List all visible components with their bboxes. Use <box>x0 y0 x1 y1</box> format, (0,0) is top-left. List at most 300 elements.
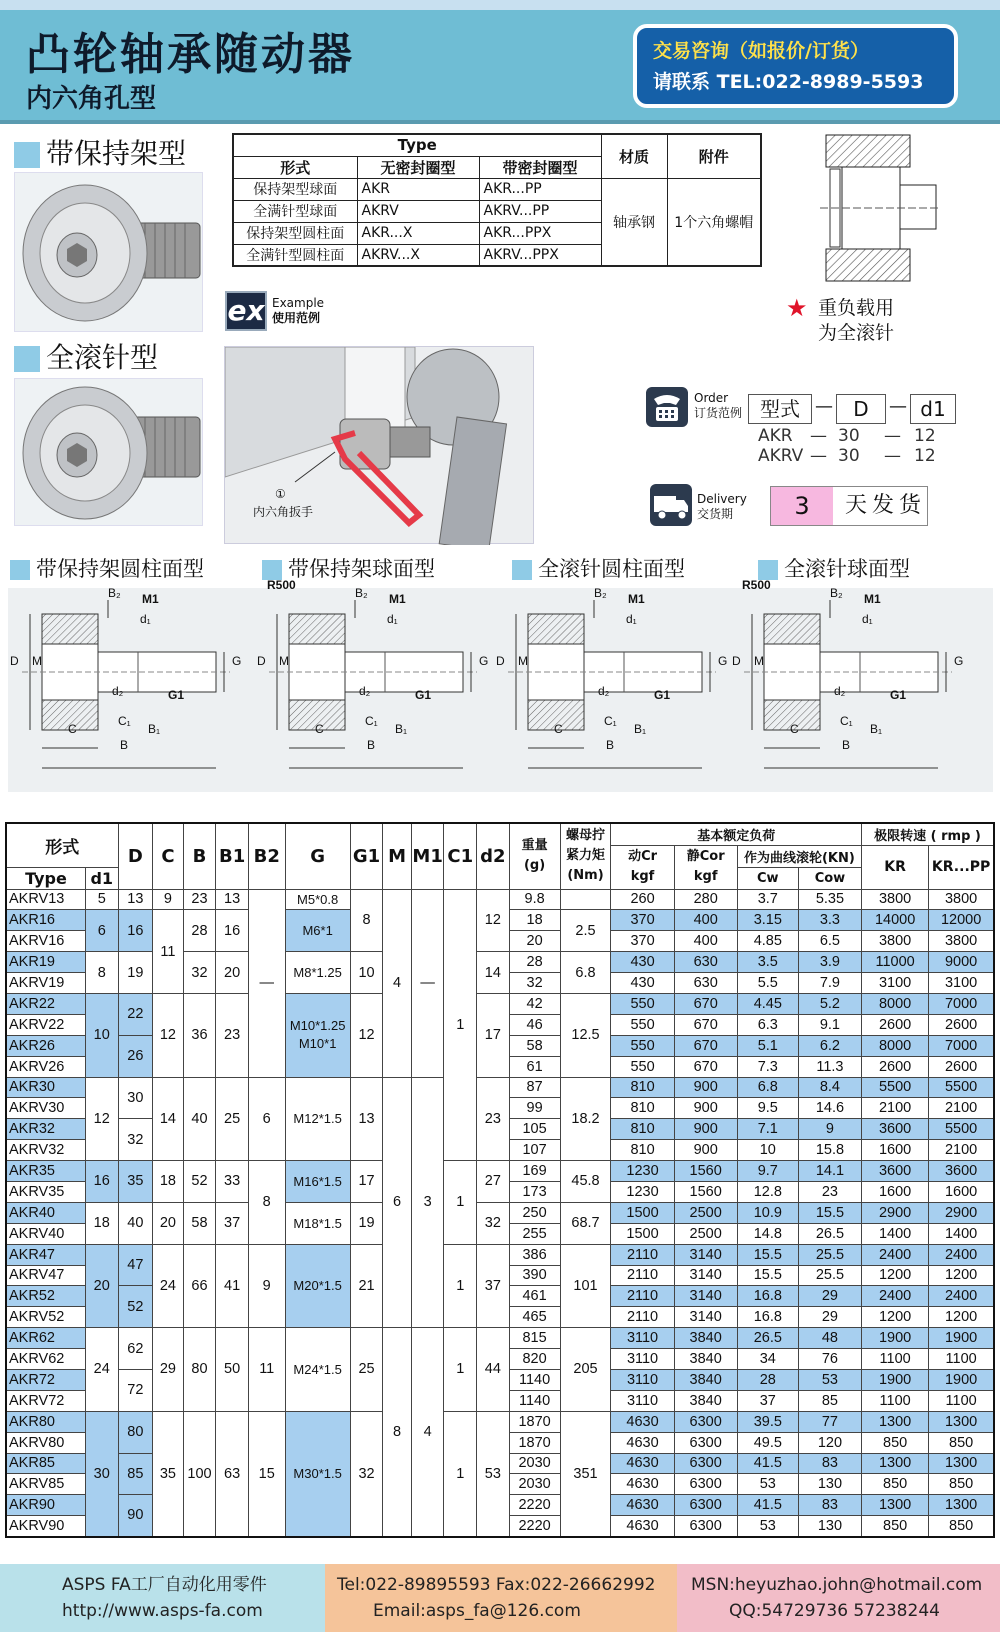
cell-5: 25 <box>216 1077 249 1161</box>
cell-19: 3600 <box>862 1161 929 1182</box>
col-G1: G1 <box>350 823 383 889</box>
page-title: 凸轮轴承随动器 <box>26 29 355 80</box>
page-subtitle: 内六角孔型 <box>26 84 157 114</box>
cell-13: 465 <box>509 1307 560 1328</box>
cell-15: 3110 <box>611 1349 674 1370</box>
cell-20: 1100 <box>929 1349 994 1370</box>
star-icon: ★ <box>786 294 808 322</box>
cell-12: 12 <box>477 889 510 952</box>
cell-19: 850 <box>862 1432 929 1453</box>
dim-M1: M1 <box>389 592 406 606</box>
cell-15: 1500 <box>611 1223 674 1244</box>
cell-17: 5.5 <box>737 973 798 994</box>
delivery-box <box>770 486 928 526</box>
cell-17: 28 <box>737 1369 798 1390</box>
example-icon: ex <box>225 291 267 331</box>
cell-18: 77 <box>798 1411 861 1432</box>
cell-12: 53 <box>477 1411 510 1536</box>
cell-17: 26.5 <box>737 1328 798 1349</box>
cell-type: AKR35 <box>6 1161 85 1182</box>
cell-16: 670 <box>674 993 737 1014</box>
cell-7: M8*1.25 <box>285 952 350 994</box>
dimension-drawing-2 <box>255 588 500 792</box>
cell-20: 1600 <box>929 1181 994 1202</box>
contact-line1: 交易咨询（如报价/订货） <box>653 40 869 62</box>
cell-7: M20*1.5 <box>285 1244 350 1328</box>
drawing-title-4: 全滚针球面型 <box>758 553 910 583</box>
contact-line2: 请联系 TEL:022-8989-5593 <box>653 71 924 93</box>
cell-16: 630 <box>674 973 737 994</box>
cell-12: 23 <box>477 1077 510 1161</box>
cell-type: AKRV26 <box>6 1056 85 1077</box>
cell-17: 9.5 <box>737 1098 798 1119</box>
cell-10: 4 <box>411 1328 444 1537</box>
cell-d1: 24 <box>85 1328 118 1412</box>
cell-20: 2900 <box>929 1202 994 1223</box>
table-row: 全满针型球面 AKRV AKRV...PP <box>233 200 761 222</box>
cell-17: 6.8 <box>737 1077 798 1098</box>
cell-20: 7000 <box>929 993 994 1014</box>
dim-B1: B₁ <box>395 722 408 736</box>
wrench-callout: ① <box>275 487 286 501</box>
cell-18: 48 <box>798 1328 861 1349</box>
cell-19: 1100 <box>862 1349 929 1370</box>
cell-16: 900 <box>674 1140 737 1161</box>
cell-8: 21 <box>350 1244 383 1328</box>
cell-11: 1 <box>444 1161 477 1245</box>
table-row <box>6 1077 994 1098</box>
cell-15: 370 <box>611 931 674 952</box>
cell-3: 18 <box>153 1161 184 1203</box>
col-type: Type <box>6 867 85 889</box>
cell-16: 6300 <box>674 1432 737 1453</box>
cell-16: 3140 <box>674 1286 737 1307</box>
cell-D: 47 <box>118 1244 153 1286</box>
cell-type: AKRV22 <box>6 1014 85 1035</box>
cage-bearing-photo <box>14 172 203 332</box>
col-B: B <box>183 823 216 889</box>
cell-type: AKR26 <box>6 1035 85 1056</box>
cell-19: 3600 <box>862 1119 929 1140</box>
section-full-title: 全滚针型 <box>14 336 158 376</box>
cell-16: 670 <box>674 1056 737 1077</box>
cell-19: 2400 <box>862 1286 929 1307</box>
cell-16: 6300 <box>674 1453 737 1474</box>
order-dash: — <box>889 396 907 417</box>
cell-15: 810 <box>611 1077 674 1098</box>
cell-13: 255 <box>509 1223 560 1244</box>
cell-19: 1100 <box>862 1390 929 1411</box>
cell-20: 2100 <box>929 1098 994 1119</box>
section-cage-title: 带保持架型 <box>14 132 186 172</box>
col-weight: 重量 (g) <box>509 823 560 889</box>
cell-16: 3840 <box>674 1328 737 1349</box>
cell-14: 6.8 <box>560 952 611 994</box>
order-label: Order 订货范例 <box>694 391 743 420</box>
cell-19: 1300 <box>862 1453 929 1474</box>
cell-18: 9 <box>798 1119 861 1140</box>
cell-18: 29 <box>798 1307 861 1328</box>
phone-icon <box>646 387 688 427</box>
table-row <box>6 1161 994 1182</box>
cell-14: 101 <box>560 1244 611 1328</box>
dim-C: C <box>790 722 799 736</box>
cell-13: 820 <box>509 1349 560 1370</box>
cell-d1: 8 <box>85 952 118 994</box>
col-cr: 动Cr kgf <box>611 845 674 889</box>
footer-email[interactable]: Email:asps_fa@126.com <box>373 1601 581 1621</box>
cell-type: AKR16 <box>6 910 85 931</box>
example-label: Example 使用范例 <box>272 296 325 325</box>
cell-14: 2.5 <box>560 910 611 952</box>
cell-D: 72 <box>118 1369 153 1411</box>
cell-13: 815 <box>509 1328 560 1349</box>
cell-5: 50 <box>216 1328 249 1412</box>
cell-12: 44 <box>477 1328 510 1412</box>
cell-D: 13 <box>118 889 153 910</box>
cell-type: AKR62 <box>6 1328 85 1349</box>
cell-13: 107 <box>509 1140 560 1161</box>
sealed-header: 带密封圈型 <box>479 156 601 178</box>
cell-16: 900 <box>674 1098 737 1119</box>
cell-type: AKRV52 <box>6 1307 85 1328</box>
cell-15: 4630 <box>611 1411 674 1432</box>
cell-18: 85 <box>798 1390 861 1411</box>
cell-15: 2110 <box>611 1307 674 1328</box>
cell-17: 41.5 <box>737 1453 798 1474</box>
cell-14: 68.7 <box>560 1202 611 1244</box>
cell-15: 1500 <box>611 1202 674 1223</box>
cell-13: 58 <box>509 1035 560 1056</box>
cell-19: 11000 <box>862 952 929 973</box>
cell-17: 4.45 <box>737 993 798 1014</box>
dim-C: C <box>554 722 563 736</box>
cell-8: 32 <box>350 1411 383 1536</box>
cell-18: 130 <box>798 1516 861 1537</box>
table-row <box>6 993 994 1014</box>
cell-17: 49.5 <box>737 1432 798 1453</box>
col-krpp: KR...PP <box>929 845 994 889</box>
col-M: M <box>383 823 412 889</box>
cell-11: 1 <box>444 889 477 1161</box>
cell-16: 6300 <box>674 1516 737 1537</box>
cell-5: 41 <box>216 1244 249 1328</box>
cell-10: — <box>411 889 444 1077</box>
dim-M1: M1 <box>864 592 881 606</box>
dim-B1: B₁ <box>870 722 883 736</box>
cell-20: 1100 <box>929 1390 994 1411</box>
cell-type: AKRV16 <box>6 931 85 952</box>
cell-D: 32 <box>118 1119 153 1161</box>
dim-B: B <box>120 738 129 752</box>
cell-13: 1140 <box>509 1390 560 1411</box>
cell-18: 5.2 <box>798 993 861 1014</box>
dim-R: R500 <box>267 578 296 592</box>
cell-17: 16.8 <box>737 1307 798 1328</box>
cell-4: 36 <box>183 993 216 1077</box>
cell-20: 1200 <box>929 1307 994 1328</box>
cell-17: 10 <box>737 1140 798 1161</box>
cell-18: 8.4 <box>798 1077 861 1098</box>
cell-13: 105 <box>509 1119 560 1140</box>
cell-12: 32 <box>477 1202 510 1244</box>
cell-14: 18.2 <box>560 1077 611 1161</box>
cell-15: 4630 <box>611 1495 674 1516</box>
dimension-drawing-3 <box>494 588 739 792</box>
dim-B2: B₂ <box>108 586 121 600</box>
cell-13: 61 <box>509 1056 560 1077</box>
cell-14: 351 <box>560 1411 611 1536</box>
delivery-days: 3 <box>771 487 833 525</box>
cell-20: 3800 <box>929 931 994 952</box>
cell-3: 24 <box>153 1244 184 1328</box>
dim-G1: G1 <box>168 688 185 702</box>
cell-16: 900 <box>674 1077 737 1098</box>
col-C1: C1 <box>444 823 477 889</box>
cell-18: 7.9 <box>798 973 861 994</box>
cell-type: AKRV47 <box>6 1265 85 1286</box>
cell-17: 53 <box>737 1474 798 1495</box>
cell-17: 39.5 <box>737 1411 798 1432</box>
cell-18: 120 <box>798 1432 861 1453</box>
cell-18: 15.8 <box>798 1140 861 1161</box>
cell-20: 3100 <box>929 973 994 994</box>
dim-d2: d₂ <box>598 684 610 698</box>
dim-B: B <box>606 738 615 752</box>
cell-16: 1560 <box>674 1181 737 1202</box>
cell-D: 85 <box>118 1453 153 1495</box>
cell-D: 26 <box>118 1035 153 1077</box>
dim-C: C <box>315 722 324 736</box>
cell-17: 5.1 <box>737 1035 798 1056</box>
cell-16: 3140 <box>674 1244 737 1265</box>
cell-d1: 30 <box>85 1411 118 1536</box>
cell-17: 15.5 <box>737 1244 798 1265</box>
cell-13: 87 <box>509 1077 560 1098</box>
cell-19: 8000 <box>862 1035 929 1056</box>
cell-11: 1 <box>444 1328 477 1412</box>
cell-17: 53 <box>737 1516 798 1537</box>
cell-15: 810 <box>611 1119 674 1140</box>
cell-20: 2600 <box>929 1056 994 1077</box>
cell-4: 52 <box>183 1161 216 1203</box>
cell-type: AKR90 <box>6 1495 85 1516</box>
cell-17: 6.3 <box>737 1014 798 1035</box>
cell-15: 4630 <box>611 1453 674 1474</box>
cell-type: AKRV90 <box>6 1516 85 1537</box>
cell-D: 40 <box>118 1202 153 1244</box>
cell-13: 173 <box>509 1181 560 1202</box>
cell-13: 9.8 <box>509 889 560 910</box>
cell-19: 850 <box>862 1474 929 1495</box>
cell-17: 3.7 <box>737 889 798 910</box>
cell-D: 52 <box>118 1286 153 1328</box>
col-d2: d2 <box>477 823 510 889</box>
cell-20: 1300 <box>929 1453 994 1474</box>
cell-18: 76 <box>798 1349 861 1370</box>
dimension-drawing-4 <box>730 588 975 792</box>
cell-16: 400 <box>674 910 737 931</box>
accessory-value: 1个六角螺帽 <box>667 178 761 266</box>
dim-B2: B₂ <box>355 586 368 600</box>
dim-d1: d₁ <box>626 612 637 626</box>
cell-3: 29 <box>153 1328 184 1412</box>
cell-16: 670 <box>674 1014 737 1035</box>
cell-D: 90 <box>118 1495 153 1537</box>
cell-17: 15.5 <box>737 1265 798 1286</box>
dim-B: B <box>842 738 851 752</box>
cell-15: 550 <box>611 1035 674 1056</box>
footer-qq: QQ:54729736 57238244 <box>729 1601 940 1621</box>
cell-20: 850 <box>929 1516 994 1537</box>
cell-13: 1140 <box>509 1369 560 1390</box>
drawing-title-3: 全滚针圆柱面型 <box>512 553 685 583</box>
cell-4: 80 <box>183 1328 216 1412</box>
cell-19: 1900 <box>862 1369 929 1390</box>
cell-20: 1300 <box>929 1495 994 1516</box>
cell-20: 3600 <box>929 1161 994 1182</box>
dim-M: M <box>754 654 764 668</box>
cell-15: 810 <box>611 1140 674 1161</box>
cell-18: 6.2 <box>798 1035 861 1056</box>
cell-19: 1900 <box>862 1328 929 1349</box>
full-bearing-photo <box>14 378 203 526</box>
cell-13: 20 <box>509 931 560 952</box>
type-table <box>232 133 762 267</box>
dim-d2: d₂ <box>359 684 371 698</box>
cell-19: 2400 <box>862 1244 929 1265</box>
cell-4: 28 <box>183 910 216 952</box>
col-B2: B2 <box>248 823 285 889</box>
col-cw: Cw <box>737 867 798 889</box>
cell-d1: 6 <box>85 910 118 952</box>
cell-18: 25.5 <box>798 1244 861 1265</box>
cell-13: 386 <box>509 1244 560 1265</box>
col-load: 基本额定负荷 <box>611 823 862 845</box>
cell-type: AKRV40 <box>6 1223 85 1244</box>
dimension-drawing-1 <box>8 588 253 792</box>
cell-type: AKRV80 <box>6 1432 85 1453</box>
cell-D: 62 <box>118 1328 153 1370</box>
page-footer <box>0 1564 1000 1632</box>
cell-8: 12 <box>350 993 383 1077</box>
cell-20: 2100 <box>929 1140 994 1161</box>
cell-5: 23 <box>216 993 249 1077</box>
top-strip <box>0 0 1000 10</box>
dim-C1: C₁ <box>365 714 378 728</box>
cell-18: 130 <box>798 1474 861 1495</box>
cell-type: AKRV19 <box>6 973 85 994</box>
cell-8: 8 <box>350 889 383 952</box>
cell-19: 1600 <box>862 1140 929 1161</box>
cell-6: 15 <box>248 1411 285 1536</box>
bearing-illustration-icon <box>15 379 203 526</box>
cell-17: 7.1 <box>737 1119 798 1140</box>
dim-G: G <box>718 654 728 668</box>
cell-6: 9 <box>248 1244 285 1328</box>
cell-9: 8 <box>383 1328 412 1537</box>
cell-type: AKRV35 <box>6 1181 85 1202</box>
order-field-d1: d1 <box>910 394 956 424</box>
cell-18: 26.5 <box>798 1223 861 1244</box>
cell-15: 3110 <box>611 1390 674 1411</box>
cell-12: 27 <box>477 1161 510 1203</box>
footer-website[interactable]: http://www.asps-fa.com <box>62 1601 263 1621</box>
cell-19: 2100 <box>862 1098 929 1119</box>
cell-20: 3800 <box>929 889 994 910</box>
cell-19: 2600 <box>862 1056 929 1077</box>
cell-13: 18 <box>509 910 560 931</box>
cell-14: 12.5 <box>560 993 611 1077</box>
cell-5: 13 <box>216 889 249 910</box>
cell-6: — <box>248 889 285 1077</box>
cell-15: 260 <box>611 889 674 910</box>
cell-9: 6 <box>383 1077 412 1328</box>
spec-table <box>5 822 995 1538</box>
cell-3: 14 <box>153 1077 184 1161</box>
cell-16: 400 <box>674 931 737 952</box>
drawing-title-2: 带保持架球面型 <box>262 553 435 583</box>
cell-13: 2220 <box>509 1516 560 1537</box>
cell-4: 58 <box>183 1202 216 1244</box>
cell-7: M24*1.5 <box>285 1328 350 1412</box>
cell-18: 25.5 <box>798 1265 861 1286</box>
cell-19: 8000 <box>862 993 929 1014</box>
cell-7: M18*1.5 <box>285 1202 350 1244</box>
cell-13: 46 <box>509 1014 560 1035</box>
cell-3: 35 <box>153 1411 184 1536</box>
order-examples: AKR — 30 — 12 AKRV — 30 — 12 <box>758 426 936 466</box>
dim-R: R500 <box>742 578 771 592</box>
material-header: 材质 <box>601 134 667 178</box>
cell-18: 83 <box>798 1453 861 1474</box>
cell-20: 1200 <box>929 1265 994 1286</box>
cell-20: 850 <box>929 1432 994 1453</box>
cell-13: 99 <box>509 1098 560 1119</box>
col-d1: d1 <box>85 867 118 889</box>
example-illustration <box>224 346 534 544</box>
cell-20: 5500 <box>929 1077 994 1098</box>
col-cow: Cow <box>798 867 861 889</box>
cell-5: 63 <box>216 1411 249 1536</box>
cell-3: 11 <box>153 910 184 994</box>
cell-16: 6300 <box>674 1495 737 1516</box>
cell-20: 12000 <box>929 910 994 931</box>
cell-18: 14.1 <box>798 1161 861 1182</box>
cell-18: 3.9 <box>798 952 861 973</box>
cell-type: AKR80 <box>6 1411 85 1432</box>
cell-8: 17 <box>350 1161 383 1203</box>
cell-18: 14.6 <box>798 1098 861 1119</box>
cell-17: 37 <box>737 1390 798 1411</box>
cell-16: 3840 <box>674 1349 737 1370</box>
cell-20: 9000 <box>929 952 994 973</box>
cell-type: AKR40 <box>6 1202 85 1223</box>
cell-type: AKR30 <box>6 1077 85 1098</box>
dim-D: D <box>732 654 741 668</box>
cell-15: 430 <box>611 973 674 994</box>
cell-20: 2600 <box>929 1014 994 1035</box>
cell-type: AKR19 <box>6 952 85 973</box>
cell-12: 14 <box>477 952 510 994</box>
cell-18: 23 <box>798 1181 861 1202</box>
cell-19: 5500 <box>862 1077 929 1098</box>
order-field-type: 型式 <box>748 394 812 424</box>
cell-18: 15.5 <box>798 1202 861 1223</box>
cell-14: 45.8 <box>560 1161 611 1203</box>
cell-15: 4630 <box>611 1516 674 1537</box>
material-value: 轴承钢 <box>601 178 667 266</box>
